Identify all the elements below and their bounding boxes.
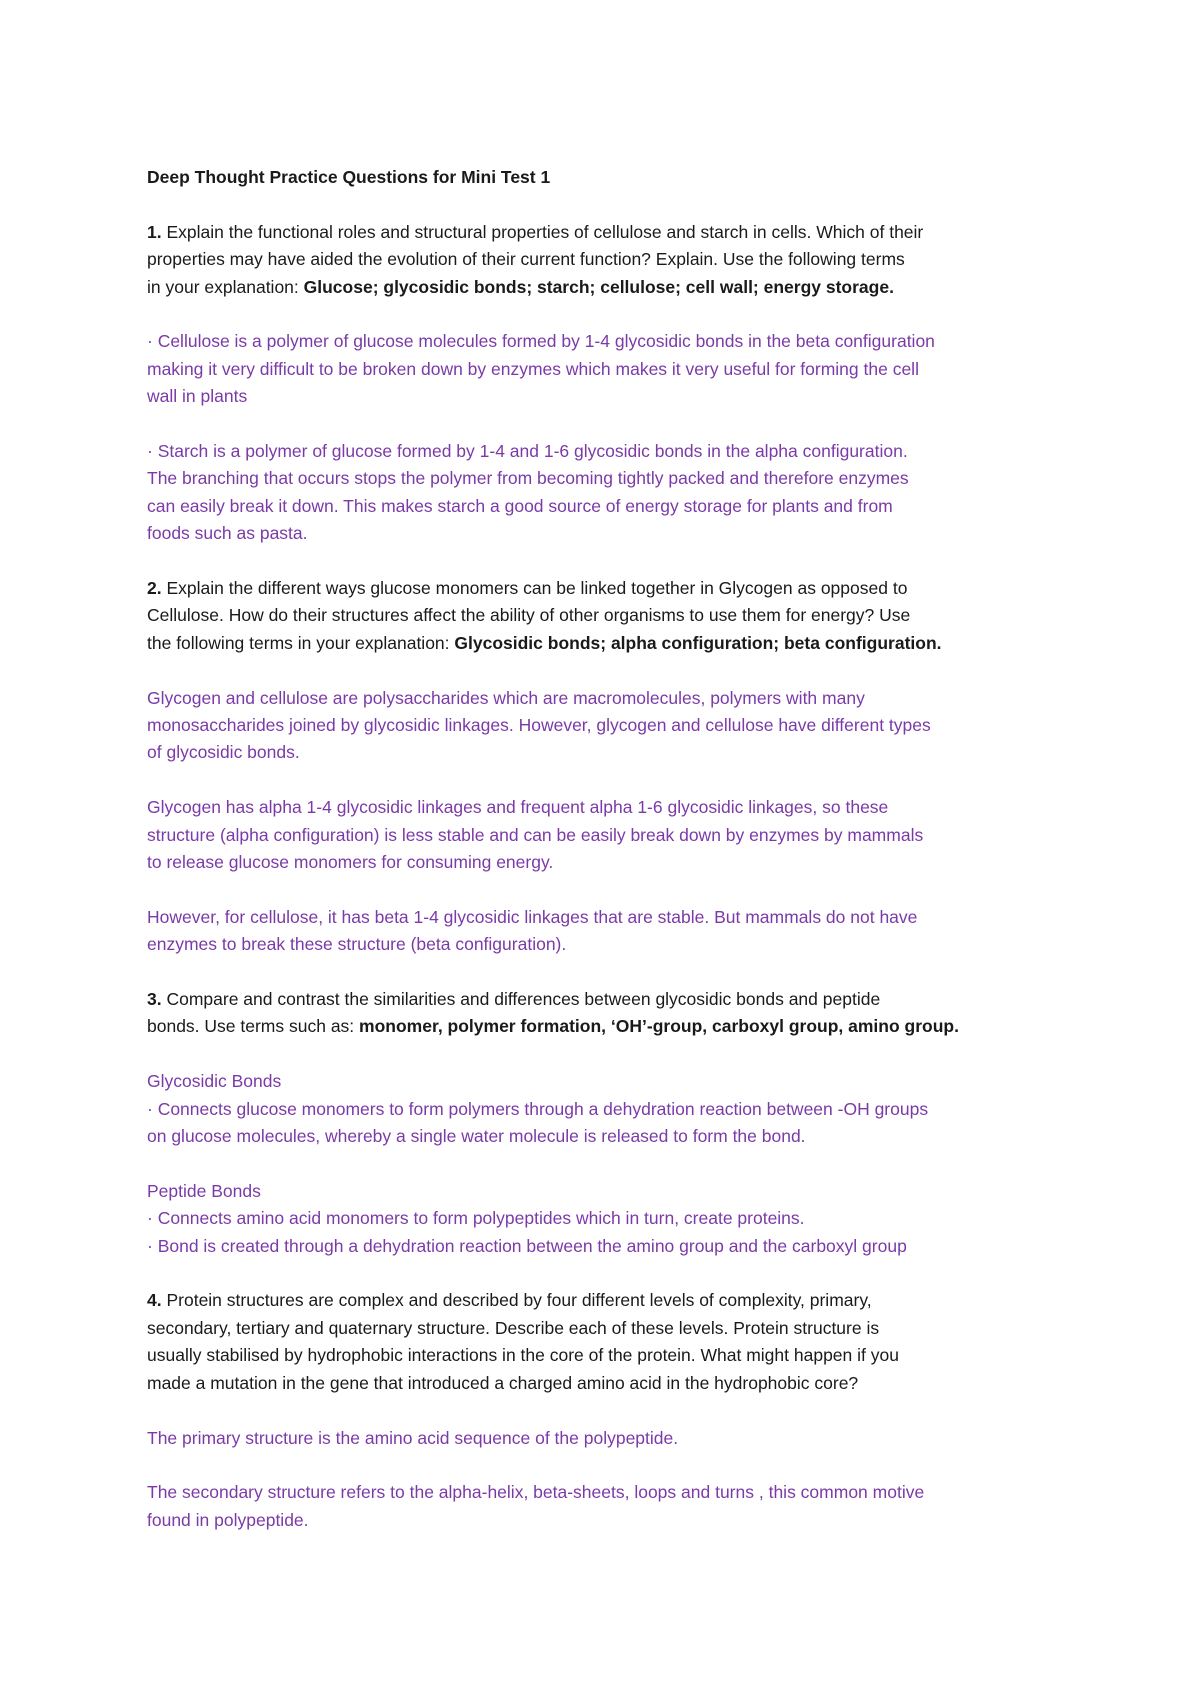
- question-line: usually stabilised by hydrophobic interactions in the core of the protein. What might happen if you: [147, 1345, 899, 1366]
- answer-3-peptide: [147, 1178, 1080, 1260]
- answer-heading: Peptide Bonds: [147, 1180, 261, 1201]
- answer-line: foods such as pasta.: [147, 523, 308, 544]
- question-line: [147, 274, 1080, 301]
- answer-4-primary: [147, 1425, 1080, 1452]
- answer-1-starch: [147, 438, 1080, 548]
- answer-3-glycosidic: [147, 1068, 1080, 1150]
- answer-heading: Glycosidic Bonds: [147, 1071, 282, 1092]
- question-line: [147, 219, 1080, 246]
- question-1: [147, 219, 1080, 301]
- answer-line: · Starch is a polymer of glucose formed by 1-4 and 1-6 glycosidic bonds in the alpha configuration.: [147, 441, 908, 462]
- answer-line: · Cellulose is a polymer of glucose molecules formed by 1-4 glycosidic bonds in the beta configuration: [147, 331, 935, 352]
- question-text: Compare and contrast the similarities and differences between glycosidic bonds and peptide: [161, 989, 881, 1010]
- question-2: [147, 575, 1080, 657]
- answer-line: · Connects glucose monomers to form polymers through a dehydration reaction between -OH groups: [147, 1098, 929, 1119]
- answer-line: can easily break it down. This makes starch a good source of energy storage for plants and from: [147, 495, 893, 516]
- question-4: [147, 1287, 1080, 1397]
- answer-line: Glycogen has alpha 1-4 glycosidic linkages and frequent alpha 1-6 glycosidic linkages, so these: [147, 797, 889, 818]
- question-line: [147, 986, 1080, 1013]
- question-3: [147, 986, 1080, 1041]
- question-line: [147, 630, 1080, 657]
- answer-line: · Bond is created through a dehydration reaction between the amino group and the carboxyl group: [147, 1235, 907, 1256]
- answer-2-cellulose: [147, 904, 1080, 959]
- answer-line: making it very difficult to be broken down by enzymes which makes it very useful for forming the cell: [147, 358, 919, 379]
- question-line: Cellulose. How do their structures affect the ability of other organisms to use them for energy? Use: [147, 605, 911, 626]
- question-text: Explain the different ways glucose monomers can be linked together in Glycogen as opposed to: [161, 578, 908, 599]
- question-line: [147, 575, 1080, 602]
- answer-line: However, for cellulose, it has beta 1-4 glycosidic linkages that are stable. But mammals do not have: [147, 906, 918, 927]
- answer-line: · Connects amino acid monomers to form polypeptides which in turn, create proteins.: [147, 1208, 805, 1229]
- question-text: the following terms in your explanation:: [147, 632, 455, 653]
- answer-line: structure (alpha configuration) is less stable and can be easily break down by enzymes by mammals: [147, 824, 924, 845]
- document-title: Deep Thought Practice Questions for Mini Test 1: [147, 167, 551, 187]
- key-terms: Glycosidic bonds; alpha configuration; beta configuration.: [454, 632, 942, 653]
- question-number: 4.: [147, 1290, 162, 1311]
- answer-line: of glycosidic bonds.: [147, 742, 300, 763]
- answer-line: found in polypeptide.: [147, 1509, 309, 1530]
- answer-line: enzymes to break these structure (beta configuration).: [147, 934, 567, 955]
- question-number: 3.: [147, 989, 162, 1010]
- question-line: secondary, tertiary and quaternary structure. Describe each of these levels. Protein structure is: [147, 1317, 880, 1338]
- question-line: [147, 1013, 1080, 1040]
- question-line: made a mutation in the gene that introduced a charged amino acid in the hydrophobic core?: [147, 1372, 859, 1393]
- answer-line: The branching that occurs stops the polymer from becoming tightly packed and therefore enzymes: [147, 468, 909, 489]
- answer-2-glycogen: [147, 794, 1080, 876]
- question-line: [147, 1287, 1080, 1314]
- question-number: 2.: [147, 578, 162, 599]
- answer-line: monosaccharides joined by glycosidic linkages. However, glycogen and cellulose have different types: [147, 715, 931, 736]
- answer-line: to release glucose monomers for consuming energy.: [147, 852, 554, 873]
- question-text: Protein structures are complex and described by four different levels of complexity, primary,: [161, 1290, 872, 1311]
- question-text: Explain the functional roles and structural properties of cellulose and starch in cells. Which of their: [161, 221, 924, 242]
- answer-line: The primary structure is the amino acid sequence of the polypeptide.: [147, 1427, 679, 1448]
- question-text: in your explanation:: [147, 276, 304, 297]
- answer-line: The secondary structure refers to the alpha-helix, beta-sheets, loops and turns , this common motive: [147, 1482, 925, 1503]
- question-number: 1.: [147, 221, 162, 242]
- answer-line: wall in plants: [147, 386, 248, 407]
- answer-4-secondary: [147, 1479, 1080, 1534]
- answer-line: on glucose molecules, whereby a single water molecule is released to form the bond.: [147, 1126, 806, 1147]
- answer-line: Glycogen and cellulose are polysaccharides which are macromolecules, polymers with many: [147, 687, 865, 708]
- question-line: properties may have aided the evolution of their current function? Explain. Use the following terms: [147, 249, 905, 270]
- question-text: bonds. Use terms such as:: [147, 1016, 360, 1037]
- key-terms: Glucose; glycosidic bonds; starch; cellulose; cell wall; energy storage.: [303, 276, 894, 297]
- answer-1-cellulose: [147, 328, 1080, 410]
- key-terms: monomer, polymer formation, ‘OH’-group, carboxyl group, amino group.: [359, 1016, 959, 1037]
- answer-2-intro: [147, 685, 1080, 767]
